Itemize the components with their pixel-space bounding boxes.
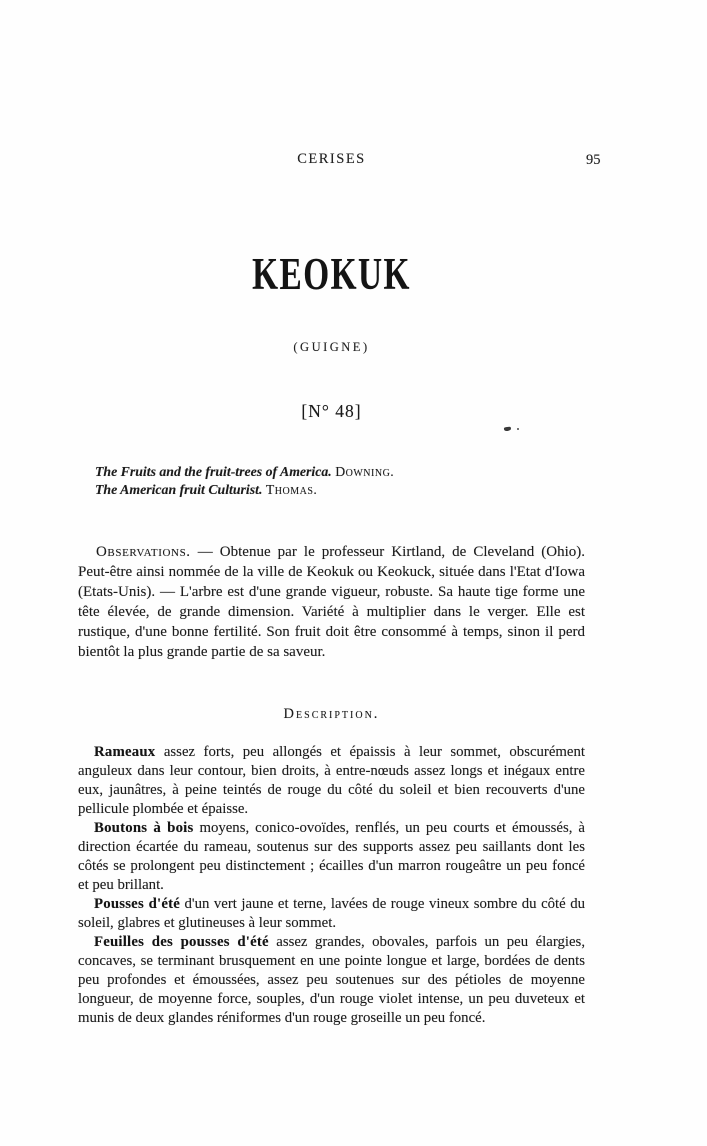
reference-item [95, 463, 555, 481]
observations-paragraph [78, 542, 585, 662]
reference-work-title: The American fruit Culturist. [95, 482, 263, 497]
paragraph-lead: Rameaux [94, 744, 156, 760]
description-paragraph-boutons [78, 819, 585, 895]
ink-speck [504, 427, 511, 432]
reference-author: Thomas. [265, 482, 318, 497]
reference-item [95, 481, 555, 499]
reference-work-title: The Fruits and the fruit-trees of America. [95, 464, 332, 479]
observations-dash: — [190, 544, 220, 560]
catalog-number: [N° 48] [301, 401, 362, 421]
variety-subtitle: (GUIGNE) [293, 340, 370, 354]
description-paragraph-feuilles [78, 933, 585, 1028]
observations-lead: Observations. [96, 544, 191, 560]
description-paragraph-pousses [78, 895, 585, 933]
description-heading: Description. [283, 706, 380, 722]
variety-title: KEOKUK [252, 249, 411, 299]
observations-text: Obtenue par le professeur Kirtland, de Cleveland (Ohio). Peut-être ainsi nommée de la ville de Keokuk ou Keokuck, située dans l'Etat d'Iowa (Etats-Unis). — L'arbre est d'une grande vigueur, robuste. Sa haute tige forme une tête élevée, de grande dimension. Variété à multiplier dans le verger. Elle est rustique, d'une bonne fertilité. Son fruit doit être consommé à temps, sinon il perd bientôt la plus grande partie de sa saveur. [78, 544, 586, 660]
description-paragraph-rameaux [78, 743, 585, 819]
running-title: CERISES [297, 151, 366, 167]
running-header [78, 150, 585, 168]
paragraph-text: d'un vert jaune et terne, lavées de rouge vineux sombre du côté du soleil, glabres et glutineuses à leur sommet. [78, 896, 585, 931]
paragraph-text: assez grandes, obovales, parfois un peu élargies, concaves, se terminant brusquement en une pointe longue et large, bordées de dents peu profondes et émoussées, assez peu soutenues sur des pétioles de moyenne longueur, de moyenne force, souples, d'un rouge violet intense, un peu duveteux et munis de deux glandes réniformes d'un rouge groseille un peu foncé. [78, 934, 586, 1026]
paragraph-lead: Pousses d'été [94, 896, 181, 912]
paragraph-text: assez forts, peu allongés et épaissis à leur sommet, obscurément anguleux dans leur contour, bien droits, à entre-nœuds assez longs et inégaux entre eux, jaunâtres, à peine teintés de rouge du côté du soleil et bien recouverts d'une pellicule plombée et épaisse. [78, 744, 586, 817]
page-number: 95 [586, 152, 601, 168]
description-section [78, 743, 585, 1028]
paragraph-lead: Feuilles des pousses d'été [94, 934, 269, 950]
ink-speck [517, 428, 519, 430]
references-block [95, 463, 555, 499]
paragraph-lead: Boutons à bois [94, 820, 194, 836]
reference-author: Downing. [335, 464, 395, 479]
paragraph-text: moyens, conico-ovoïdes, renflés, un peu courts et émoussés, à direction écartée du rameau, soutenus sur des supports assez peu saillants dont les côtés se prolongent peu distinctement ; écailles d'un marron rougeâtre un peu foncé et peu brillant. [78, 820, 585, 893]
